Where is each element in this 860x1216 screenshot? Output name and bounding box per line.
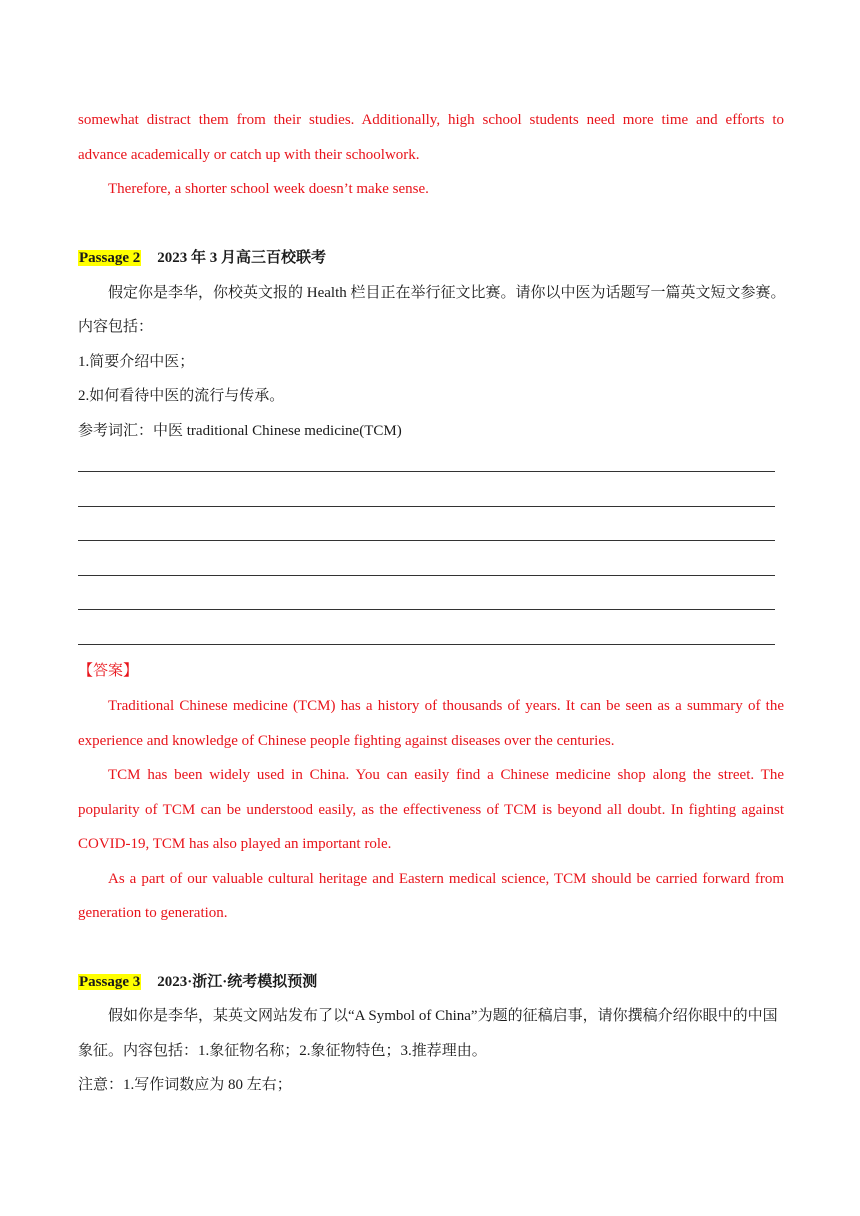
passage-3-heading [78,972,784,992]
intro-answer-line: advance academically or catch up with their schoolwork. [78,147,420,163]
writing-line [78,506,775,507]
writing-line [78,575,775,576]
passage-3-note: 注意：1.写作词数应为 80 左右； [78,1077,292,1093]
passage-3-prompt-line: 象征。内容包括：1.象征物名称；2.象征物特色；3.推荐理由。 [78,1043,487,1059]
passage-3-source: 2023·浙江·统考模拟预测 [157,974,318,990]
passage-3-prompt-line: 假如你是李华，某英文网站发布了以“A Symbol of China”为题的征稿启事，请你撰稿介绍你眼中的中国 [108,1008,778,1024]
writing-line [78,644,775,645]
writing-line [78,609,775,610]
answer-label: 【答案】 [78,663,139,679]
writing-line [78,471,775,472]
answer-line: TCM has been widely used in China. You can easily find a Chinese medicine shop along the street. The [108,767,784,783]
answer-line: popularity of TCM can be understood easily, as the effectiveness of TCM is beyond all doubt. In fighting against [78,802,784,818]
intro-answer-line: somewhat distract them from their studies. Additionally, high school students need more time and efforts to [78,112,784,128]
answer-line: As a part of our valuable cultural heritage and Eastern medical science, TCM should be carried forward from [108,871,784,887]
passage-2-heading [78,248,784,268]
intro-answer-line: Therefore, a shorter school week doesn’t make sense. [108,181,429,197]
passage-2-vocab: 参考词汇：中医 traditional Chinese medicine(TCM) [78,423,402,439]
passage-2-source: 2023 年 3 月高三百校联考 [157,250,327,266]
writing-line [78,540,775,541]
passage-2-point: 1.简要介绍中医； [78,354,195,370]
passage-2-prompt-line: 内容包括： [78,319,154,335]
answer-line: COVID-19, TCM has also played an important role. [78,836,392,852]
answer-line: generation to generation. [78,905,228,921]
answer-line: Traditional Chinese medicine (TCM) has a history of thousands of years. It can be seen as a summary of the [108,698,784,714]
passage-2-tag: Passage 2 [79,250,141,266]
passage-2-point: 2.如何看待中医的流行与传承。 [78,388,285,404]
passage-2-prompt-line: 假定你是李华，你校英文报的 Health 栏目正在举行征文比赛。请你以中医为话题写一篇英文短文参赛。 [108,285,786,301]
passage-3-tag: Passage 3 [79,974,141,990]
answer-line: experience and knowledge of Chinese people fighting against diseases over the centuries. [78,733,615,749]
